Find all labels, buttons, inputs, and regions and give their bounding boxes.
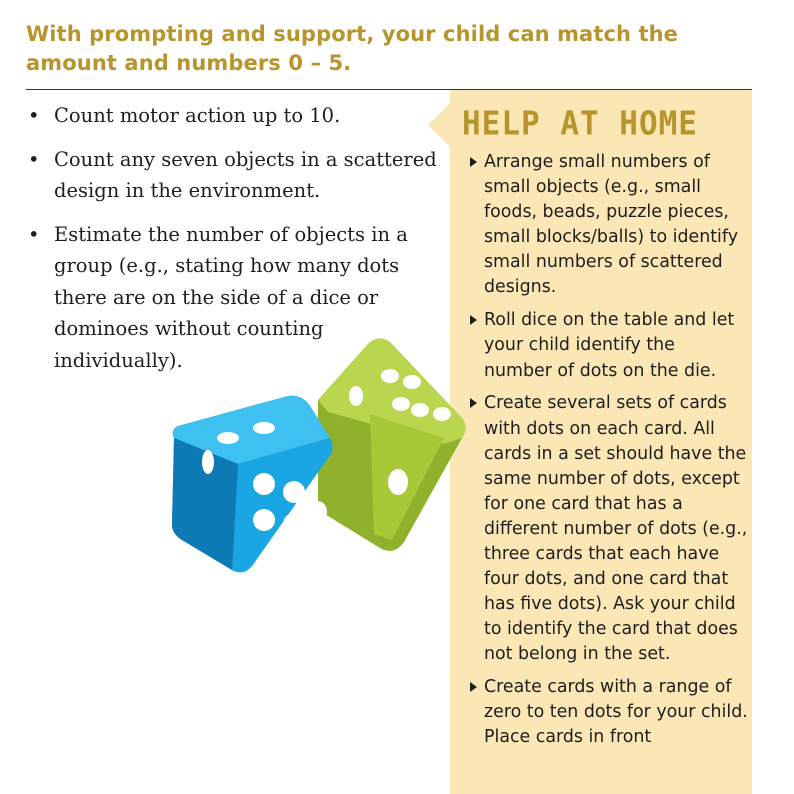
page-heading: With prompting and support, your child can match the amount and numbers 0 – 5. (26, 22, 678, 75)
panel-pointer (428, 103, 450, 147)
dice-illustration (168, 334, 480, 584)
green-die-icon (318, 338, 466, 550)
skill-text: Count motor action up to 10. (54, 104, 341, 127)
help-item-text: Create cards with a range of zero to ten dots for your child. Place cards in front (484, 677, 748, 748)
help-list-item (468, 308, 748, 383)
bullet-icon: • (28, 147, 40, 171)
help-item-text: Arrange small numbers of small objects (e.g., small foods, beads, puzzle pieces, small blocks/balls) to identify small numbers of scattered designs. (484, 152, 738, 298)
skills-list-item (28, 144, 448, 207)
triangle-bullet-icon (470, 315, 477, 325)
help-at-home-title: HELP AT HOME (462, 105, 698, 143)
help-list-item (468, 150, 748, 301)
bullet-icon: • (28, 104, 40, 127)
skill-text: Count any seven objects in a scattered design in the environment. (54, 147, 437, 202)
help-list-item (468, 675, 748, 750)
skill-text: Estimate the number of objects in a group (e.g., stating how many dots there are on the side of a dice or dominoes without counting individually). (54, 222, 408, 372)
help-at-home-list (468, 150, 748, 758)
help-item-text: Create several sets of cards with dots on each card. All cards in a set should have the same number of dots, except for one card that has a different number of dots (e.g., three cards that each have four dots, and one card that has five dots). Ask your child to identify the card that does not belong in the set. (484, 393, 748, 665)
help-list-item (468, 391, 748, 667)
triangle-bullet-icon (470, 157, 477, 167)
triangle-bullet-icon (470, 682, 477, 692)
help-item-text: Roll dice on the table and let your child identify the number of dots on the die. (484, 310, 735, 381)
skills-list-item (28, 100, 448, 132)
bullet-icon: • (28, 222, 40, 246)
blue-die-icon (172, 396, 333, 573)
